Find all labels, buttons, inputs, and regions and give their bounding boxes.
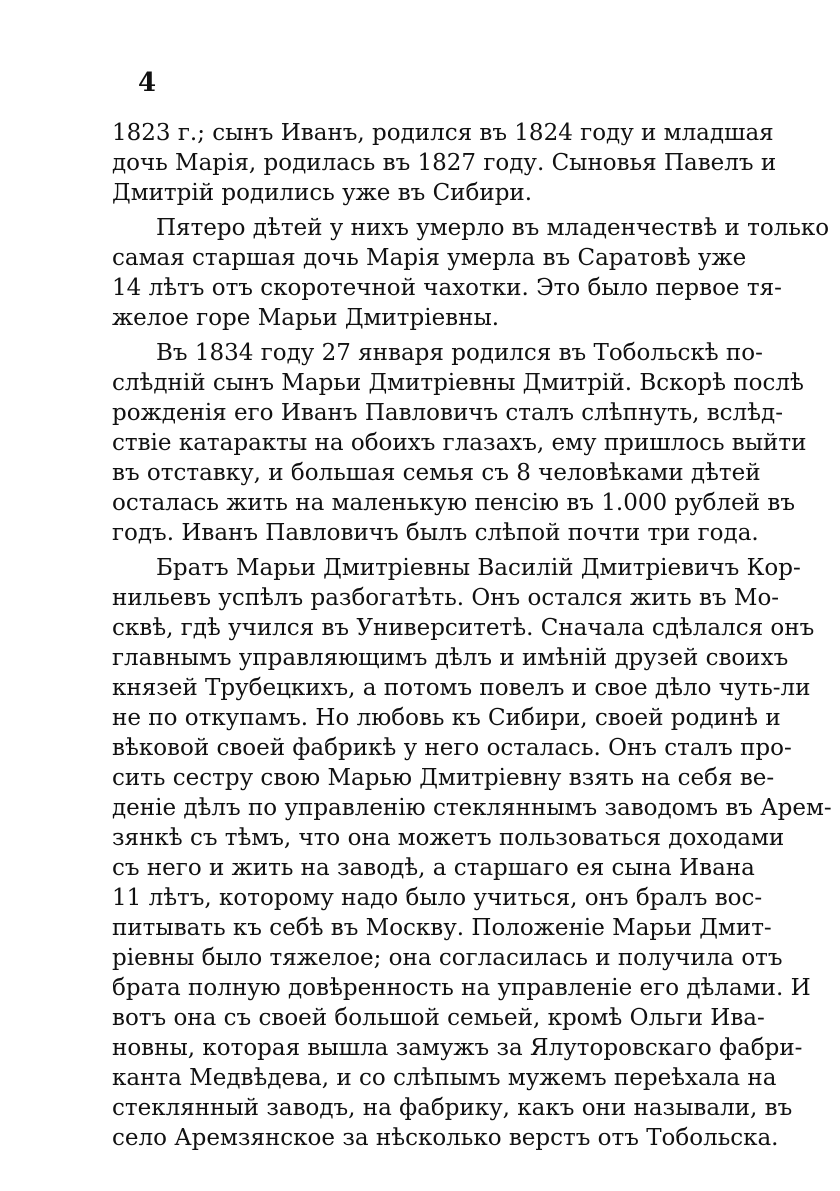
paragraph: [112, 118, 777, 208]
text-line: осталась жить на маленькую пенсію въ 1.000 рублей въ: [112, 490, 795, 516]
text-line: ріевны было тяжелое; она согласилась и получила отъ: [112, 945, 783, 971]
text-line: 1823 г.; сынъ Иванъ, родился въ 1824 году и младшая: [112, 120, 774, 146]
text-line: канта Медвѣдева, и со слѣпымъ мужемъ переѣхала на: [112, 1065, 777, 1091]
text-line: 11 лѣтъ, которому надо было учиться, онъ бралъ вос-: [112, 885, 763, 911]
text-line: 14 лѣтъ отъ скоротечной чахотки. Это было первое тя-: [112, 275, 782, 301]
text-line: дочь Марія, родилась въ 1827 году. Сыновья Павелъ и: [112, 150, 777, 176]
text-line: нильевъ успѣлъ разбогатѣть. Онъ остался жить въ Мо-: [112, 585, 780, 611]
text-line: Дмитрій родились уже въ Сибири.: [112, 180, 533, 206]
paragraph: [112, 553, 832, 1153]
text-line: Братъ Марьи Дмитріевны Василій Дмитріевичъ Кор-: [156, 555, 801, 581]
text-line: брата полную довѣренность на управленіе его дѣлами. И: [112, 975, 811, 1001]
text-line: самая старшая дочь Марія умерла въ Саратовѣ уже: [112, 245, 747, 271]
text-line: питывать къ себѣ въ Москву. Положеніе Марьи Дмит-: [112, 915, 772, 941]
text-line: не по откупамъ. Но любовь къ Сибири, своей родинѣ и: [112, 705, 781, 731]
text-line: зянкѣ съ тѣмъ, что она можетъ пользоваться доходами: [112, 825, 785, 851]
text-line: сить сестру свою Марью Дмитріевну взять на себя ве-: [112, 765, 775, 791]
paragraph: [112, 213, 830, 333]
text-line: Пятеро дѣтей у нихъ умерло въ младенчествѣ и только: [156, 215, 830, 241]
text-line: годъ. Иванъ Павловичъ былъ слѣпой почти три года.: [112, 520, 759, 546]
body-text: [112, 118, 832, 1153]
text-line: Въ 1834 году 27 января родился въ Тобольскѣ по-: [156, 340, 763, 366]
text-line: въ отставку, и большая семья съ 8 человѣками дѣтей: [112, 460, 761, 486]
page-number: 4: [138, 68, 157, 98]
text-line: деніе дѣлъ по управленію стекляннымъ заводомъ въ Арем-: [112, 795, 832, 821]
text-line: ствіе катаракты на обоихъ глазахъ, ему пришлось выйти: [112, 430, 807, 456]
paragraph: [112, 338, 807, 548]
text-line: новны, которая вышла замужъ за Ялуторовскаго фабри-: [112, 1035, 803, 1061]
text-line: князей Трубецкихъ, а потомъ повелъ и свое дѣло чуть-ли: [112, 675, 811, 701]
text-line: село Аремзянское за нѣсколько верстъ отъ Тобольска.: [112, 1125, 779, 1151]
text-line: сквѣ, гдѣ учился въ Университетѣ. Сначала сдѣлался онъ: [112, 615, 815, 641]
text-line: главнымъ управляющимъ дѣлъ и имѣній друзей своихъ: [112, 645, 789, 671]
text-line: вѣковой своей фабрикѣ у него осталась. Онъ сталъ про-: [112, 735, 792, 761]
text-line: слѣдній сынъ Марьи Дмитріевны Дмитрій. Вскорѣ послѣ: [112, 370, 804, 396]
text-line: рожденія его Иванъ Павловичъ сталъ слѣпнуть, вслѣд-: [112, 400, 783, 426]
text-line: желое горе Марьи Дмитріевны.: [112, 305, 500, 331]
text-line: съ него и жить на заводѣ, а старшаго ея сына Ивана: [112, 855, 755, 881]
text-line: вотъ она съ своей большой семьей, кромѣ Ольги Ива-: [112, 1005, 765, 1031]
text-line: стеклянный заводъ, на фабрику, какъ они называли, въ: [112, 1095, 793, 1121]
